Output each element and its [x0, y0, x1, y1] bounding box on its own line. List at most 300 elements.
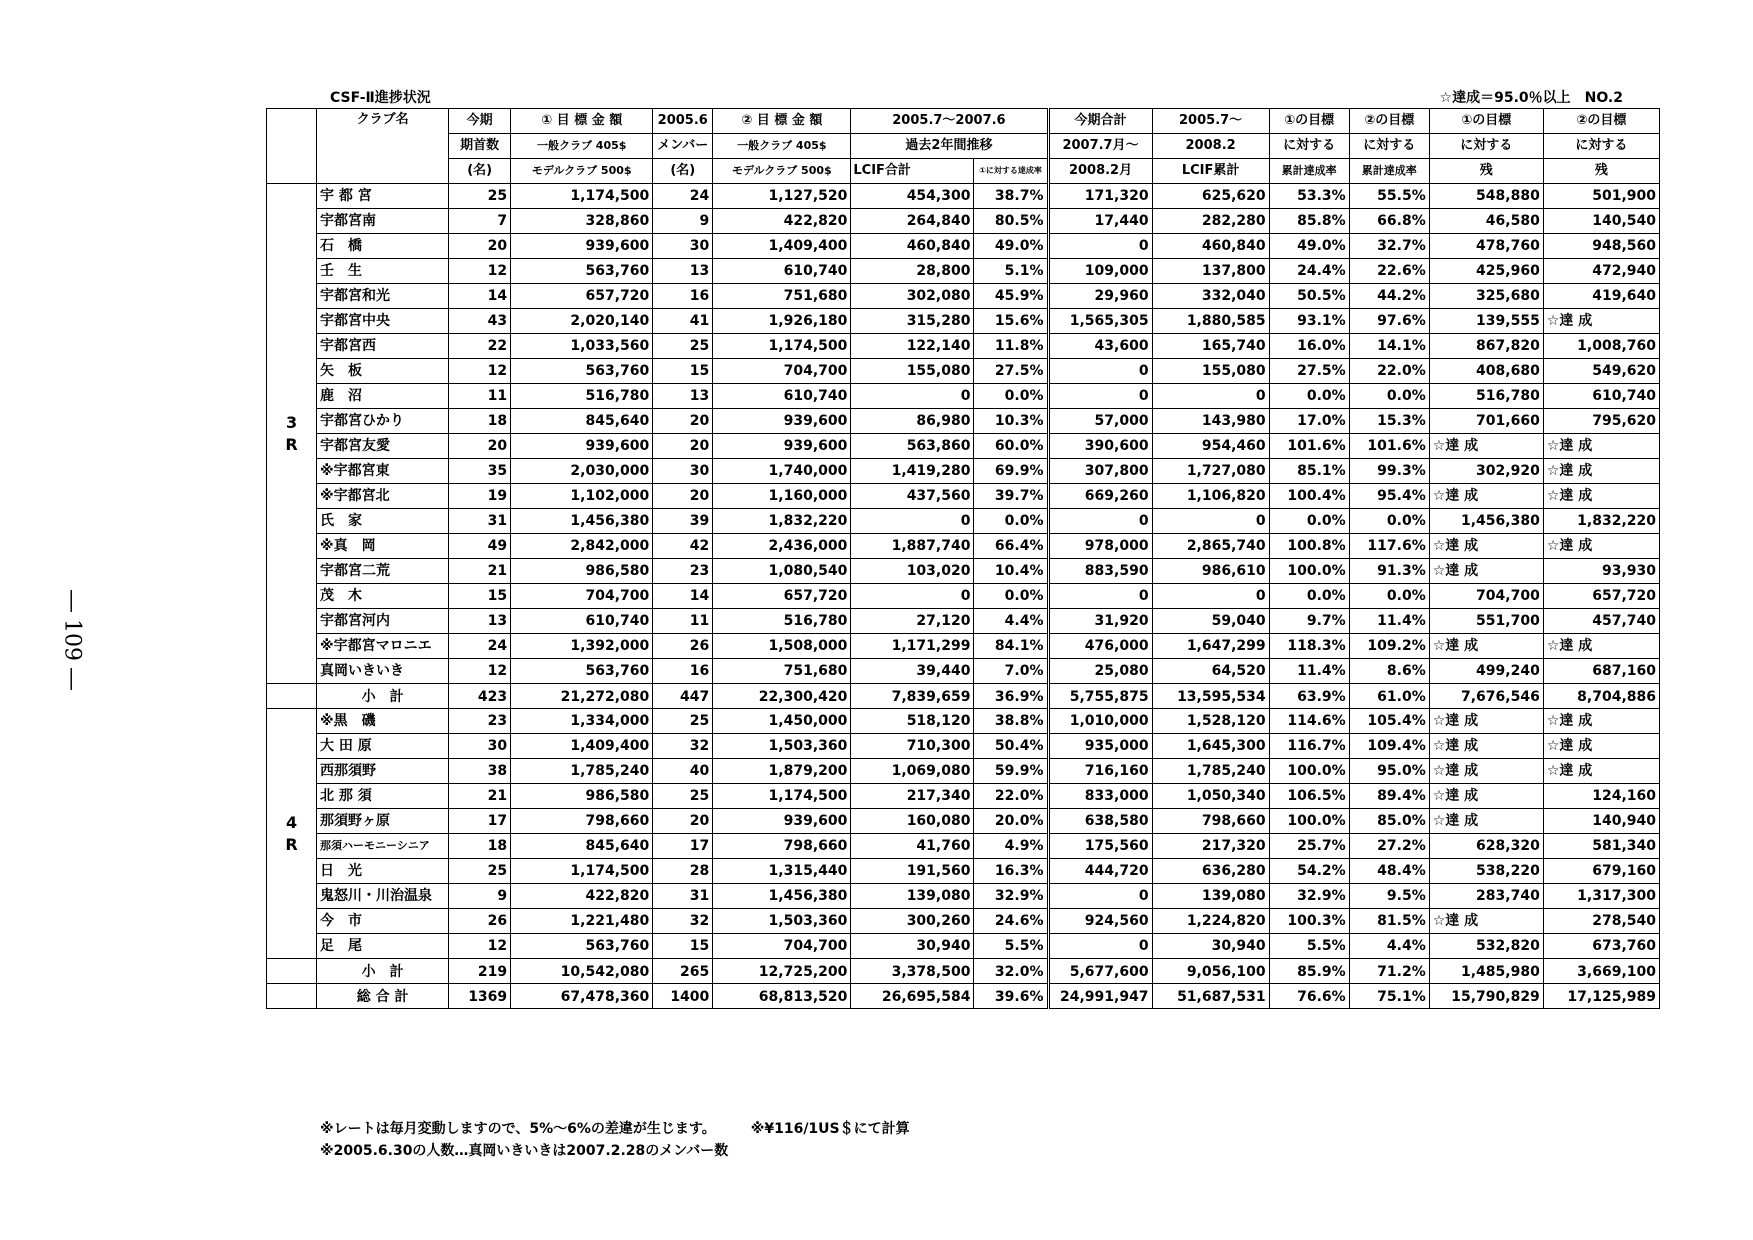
- subtotal-cell: 10,542,080: [511, 959, 653, 984]
- table-row: [267, 509, 1660, 534]
- data-cell: 1,174,500: [713, 334, 851, 359]
- data-cell: 657,720: [511, 284, 653, 309]
- data-cell: 26: [449, 909, 511, 934]
- data-cell: 101.6%: [1269, 434, 1349, 459]
- club-name: 宇都宮中央: [317, 309, 449, 334]
- data-cell: ☆達 成: [1429, 809, 1543, 834]
- data-cell: 1,010,000: [1048, 709, 1152, 734]
- data-cell: 5.5%: [974, 934, 1048, 959]
- data-cell: 50.4%: [974, 734, 1048, 759]
- data-cell: 4.4%: [974, 609, 1048, 634]
- data-cell: 59.9%: [974, 759, 1048, 784]
- data-cell: 32.7%: [1349, 234, 1429, 259]
- data-cell: 45.9%: [974, 284, 1048, 309]
- data-cell: 80.5%: [974, 209, 1048, 234]
- data-cell: 191,560: [851, 859, 974, 884]
- data-cell: 264,840: [851, 209, 974, 234]
- data-cell: 1,503,360: [713, 909, 851, 934]
- data-cell: 24: [449, 634, 511, 659]
- lcif-history-header: 過去2年間推移: [851, 134, 1048, 159]
- grand-total-cell: 75.1%: [1349, 984, 1429, 1009]
- data-cell: 444,720: [1048, 859, 1152, 884]
- subtotal-cell: 85.9%: [1269, 959, 1349, 984]
- data-cell: 1,456,380: [511, 509, 653, 534]
- data-cell: 1,106,820: [1152, 484, 1269, 509]
- region-blank: [267, 984, 317, 1009]
- data-cell: 16: [653, 284, 713, 309]
- data-cell: 139,080: [1152, 884, 1269, 909]
- data-cell: 22.6%: [1349, 259, 1429, 284]
- data-cell: 12: [449, 934, 511, 959]
- table-row: [267, 484, 1660, 509]
- data-cell: 7.0%: [974, 659, 1048, 684]
- data-cell: 139,080: [851, 884, 974, 909]
- data-cell: 60.0%: [974, 434, 1048, 459]
- data-cell: 122,140: [851, 334, 974, 359]
- data-cell: 140,540: [1543, 209, 1659, 234]
- subtotal-label: 小 計: [317, 959, 449, 984]
- data-cell: ☆達 成: [1429, 634, 1543, 659]
- data-cell: 948,560: [1543, 234, 1659, 259]
- data-cell: 31: [653, 884, 713, 909]
- data-cell: 81.5%: [1349, 909, 1429, 934]
- data-cell: 751,680: [713, 659, 851, 684]
- data-cell: 939,600: [511, 234, 653, 259]
- data-cell: 283,740: [1429, 884, 1543, 909]
- data-cell: 54.2%: [1269, 859, 1349, 884]
- table-row: [267, 759, 1660, 784]
- data-cell: 59,040: [1152, 609, 1269, 634]
- data-cell: 20: [653, 409, 713, 434]
- club-name: 宇都宮ひかり: [317, 409, 449, 434]
- data-cell: 48.4%: [1349, 859, 1429, 884]
- subtotal-cell: 219: [449, 959, 511, 984]
- data-cell: 30,940: [1152, 934, 1269, 959]
- club-name: 宇都宮西: [317, 334, 449, 359]
- data-cell: 716,160: [1048, 759, 1152, 784]
- data-cell: 0: [1048, 359, 1152, 384]
- club-name: 足 尾: [317, 934, 449, 959]
- club-name: 宇都宮友愛: [317, 434, 449, 459]
- data-cell: 41: [653, 309, 713, 334]
- grand-total-row: [267, 984, 1660, 1009]
- data-cell: 31: [449, 509, 511, 534]
- column-header: LCIF累計: [1152, 159, 1269, 184]
- subtotal-cell: 21,272,080: [511, 684, 653, 709]
- data-cell: 86,980: [851, 409, 974, 434]
- data-cell: 43,600: [1048, 334, 1152, 359]
- data-cell: 548,880: [1429, 184, 1543, 209]
- data-cell: 610,740: [713, 384, 851, 409]
- data-cell: 171,320: [1048, 184, 1152, 209]
- data-cell: 0: [1152, 584, 1269, 609]
- data-cell: 2,865,740: [1152, 534, 1269, 559]
- grand-total-cell: 1400: [653, 984, 713, 1009]
- data-cell: 12: [449, 659, 511, 684]
- data-cell: 625,620: [1152, 184, 1269, 209]
- data-cell: 325,680: [1429, 284, 1543, 309]
- data-cell: 332,040: [1152, 284, 1269, 309]
- data-cell: 13: [653, 384, 713, 409]
- data-cell: 0.0%: [1269, 509, 1349, 534]
- data-cell: 1,174,500: [511, 859, 653, 884]
- data-cell: 50.5%: [1269, 284, 1349, 309]
- table-row: [267, 559, 1660, 584]
- data-cell: 1,880,585: [1152, 309, 1269, 334]
- sheet-title: CSF-Ⅱ進捗状況: [330, 90, 431, 106]
- data-cell: 49: [449, 534, 511, 559]
- data-cell: 15: [653, 359, 713, 384]
- data-cell: 0: [851, 509, 974, 534]
- data-cell: 155,080: [1152, 359, 1269, 384]
- data-cell: 798,660: [511, 809, 653, 834]
- lcif-history-header: 2005.7～2007.6: [851, 109, 1048, 134]
- subtotal-cell: 3,669,100: [1543, 959, 1659, 984]
- data-cell: 38: [449, 759, 511, 784]
- data-cell: 390,600: [1048, 434, 1152, 459]
- data-cell: 49.0%: [974, 234, 1048, 259]
- data-cell: 0: [1152, 384, 1269, 409]
- data-cell: 939,600: [713, 434, 851, 459]
- data-cell: 278,540: [1543, 909, 1659, 934]
- data-cell: 103,020: [851, 559, 974, 584]
- data-cell: 4.4%: [1349, 934, 1429, 959]
- data-cell: 710,300: [851, 734, 974, 759]
- data-cell: 217,320: [1152, 834, 1269, 859]
- club-name: 日 光: [317, 859, 449, 884]
- data-cell: ☆達 成: [1543, 759, 1659, 784]
- data-cell: 53.3%: [1269, 184, 1349, 209]
- data-cell: 17: [449, 809, 511, 834]
- subtotal-cell: 12,725,200: [713, 959, 851, 984]
- table-header: [267, 109, 1660, 184]
- club-name: 氏 家: [317, 509, 449, 534]
- data-cell: 116.7%: [1269, 734, 1349, 759]
- data-cell: 0.0%: [1349, 384, 1429, 409]
- data-cell: 1,450,000: [713, 709, 851, 734]
- data-cell: 49.0%: [1269, 234, 1349, 259]
- data-cell: 16.3%: [974, 859, 1048, 884]
- club-name: 那須野ヶ原: [317, 809, 449, 834]
- data-cell: 13: [449, 609, 511, 634]
- subtotal-cell: 63.9%: [1269, 684, 1349, 709]
- table-row: [267, 859, 1660, 884]
- club-name: ※黒 磯: [317, 709, 449, 734]
- data-cell: 27.2%: [1349, 834, 1429, 859]
- data-cell: 30,940: [851, 934, 974, 959]
- data-cell: 100.4%: [1269, 484, 1349, 509]
- data-cell: 551,700: [1429, 609, 1543, 634]
- data-cell: 1,456,380: [1429, 509, 1543, 534]
- data-cell: 35: [449, 459, 511, 484]
- data-cell: 679,160: [1543, 859, 1659, 884]
- data-cell: ☆達 成: [1543, 734, 1659, 759]
- data-cell: ☆達 成: [1429, 734, 1543, 759]
- data-cell: ☆達 成: [1429, 559, 1543, 584]
- data-cell: 109.2%: [1349, 634, 1429, 659]
- data-cell: 57,000: [1048, 409, 1152, 434]
- column-header: ②の目標: [1543, 109, 1659, 134]
- data-cell: ☆達 成: [1429, 784, 1543, 809]
- data-cell: 1,174,500: [511, 184, 653, 209]
- data-cell: 30: [653, 234, 713, 259]
- data-cell: 100.0%: [1269, 809, 1349, 834]
- column-header: 累計達成率: [1269, 159, 1349, 184]
- data-cell: 610,740: [713, 259, 851, 284]
- grand-total-cell: 51,687,531: [1152, 984, 1269, 1009]
- data-cell: ☆達 成: [1429, 534, 1543, 559]
- table-row: [267, 934, 1660, 959]
- data-cell: 1,069,080: [851, 759, 974, 784]
- grand-total-cell: 1369: [449, 984, 511, 1009]
- data-cell: 408,680: [1429, 359, 1543, 384]
- data-cell: ☆達 成: [1543, 434, 1659, 459]
- data-cell: 638,580: [1048, 809, 1152, 834]
- data-cell: 99.3%: [1349, 459, 1429, 484]
- data-cell: 1,050,340: [1152, 784, 1269, 809]
- data-cell: 1,785,240: [511, 759, 653, 784]
- footnote-rate: ※レートは毎月変動しますので、5%～6%の差違が生じます。 ※¥116/1US＄にて計算: [320, 1121, 910, 1137]
- data-cell: 25: [653, 709, 713, 734]
- data-cell: 704,700: [511, 584, 653, 609]
- data-cell: 32: [653, 734, 713, 759]
- region-header: [267, 109, 317, 184]
- data-cell: 1,528,120: [1152, 709, 1269, 734]
- data-cell: 39,440: [851, 659, 974, 684]
- region-blank: [267, 684, 317, 709]
- column-header: に対する: [1269, 134, 1349, 159]
- region-label-text: R: [285, 834, 298, 854]
- data-cell: 17: [653, 834, 713, 859]
- data-cell: ☆達 成: [1429, 909, 1543, 934]
- data-cell: 24: [653, 184, 713, 209]
- data-cell: 165,740: [1152, 334, 1269, 359]
- table-row: [267, 359, 1660, 384]
- table-row: [267, 434, 1660, 459]
- club-name: 今 市: [317, 909, 449, 934]
- club-name: 宇都宮和光: [317, 284, 449, 309]
- column-header: に対する: [1543, 134, 1659, 159]
- data-cell: 1,033,560: [511, 334, 653, 359]
- data-cell: 20: [449, 234, 511, 259]
- table-row: [267, 834, 1660, 859]
- data-cell: 39.7%: [974, 484, 1048, 509]
- data-cell: 9.5%: [1349, 884, 1429, 909]
- data-cell: 845,640: [511, 409, 653, 434]
- club-name-header: クラブ名: [317, 109, 449, 184]
- data-cell: 516,780: [511, 384, 653, 409]
- subtotal-cell: 71.2%: [1349, 959, 1429, 984]
- data-cell: 1,419,280: [851, 459, 974, 484]
- data-cell: ☆達 成: [1429, 759, 1543, 784]
- data-cell: 1,785,240: [1152, 759, 1269, 784]
- data-cell: 0: [851, 584, 974, 609]
- data-cell: 25,080: [1048, 659, 1152, 684]
- data-cell: 704,700: [713, 934, 851, 959]
- data-cell: 939,600: [713, 809, 851, 834]
- data-cell: 532,820: [1429, 934, 1543, 959]
- subtotal-cell: 36.9%: [974, 684, 1048, 709]
- data-cell: 25: [449, 859, 511, 884]
- data-cell: 0: [1048, 884, 1152, 909]
- column-header: モデルクラブ 500$: [713, 159, 851, 184]
- data-cell: 39: [653, 509, 713, 534]
- table-row: [267, 184, 1660, 209]
- data-cell: 2,030,000: [511, 459, 653, 484]
- column-header: 今期合計: [1048, 109, 1152, 134]
- club-name: 壬 生: [317, 259, 449, 284]
- subtotal-label: 小 計: [317, 684, 449, 709]
- data-cell: 13: [653, 259, 713, 284]
- data-cell: 118.3%: [1269, 634, 1349, 659]
- data-cell: 97.6%: [1349, 309, 1429, 334]
- data-cell: 9.7%: [1269, 609, 1349, 634]
- data-cell: 1,224,820: [1152, 909, 1269, 934]
- subtotal-cell: 13,595,534: [1152, 684, 1269, 709]
- column-header: 期首数: [449, 134, 511, 159]
- data-cell: 28: [653, 859, 713, 884]
- club-name: ※宇都宮マロニエ: [317, 634, 449, 659]
- data-cell: 38.8%: [974, 709, 1048, 734]
- data-cell: 581,340: [1543, 834, 1659, 859]
- data-cell: 30: [449, 734, 511, 759]
- column-header: ①の目標: [1429, 109, 1543, 134]
- data-cell: 563,760: [511, 659, 653, 684]
- data-cell: 1,740,000: [713, 459, 851, 484]
- data-cell: 669,260: [1048, 484, 1152, 509]
- data-cell: 460,840: [1152, 234, 1269, 259]
- table-row: [267, 634, 1660, 659]
- header-row: [267, 134, 1660, 159]
- data-cell: 1,080,540: [713, 559, 851, 584]
- subtotal-cell: 22,300,420: [713, 684, 851, 709]
- data-cell: 476,000: [1048, 634, 1152, 659]
- column-header: 残: [1429, 159, 1543, 184]
- grand-total-cell: 39.6%: [974, 984, 1048, 1009]
- data-cell: 1,174,500: [713, 784, 851, 809]
- data-cell: 15: [449, 584, 511, 609]
- table-row: [267, 384, 1660, 409]
- data-cell: 29,960: [1048, 284, 1152, 309]
- column-header: 一般クラブ 405$: [511, 134, 653, 159]
- data-cell: 422,820: [511, 884, 653, 909]
- data-cell: 143,980: [1152, 409, 1269, 434]
- subtotal-cell: 9,056,100: [1152, 959, 1269, 984]
- data-cell: 798,660: [1152, 809, 1269, 834]
- data-cell: 100.0%: [1269, 759, 1349, 784]
- data-cell: 986,610: [1152, 559, 1269, 584]
- data-cell: 1,315,440: [713, 859, 851, 884]
- data-cell: 939,600: [511, 434, 653, 459]
- data-cell: 1,647,299: [1152, 634, 1269, 659]
- data-cell: 20: [653, 434, 713, 459]
- club-name: 宇都宮二荒: [317, 559, 449, 584]
- data-cell: 32.9%: [974, 884, 1048, 909]
- grand-total-cell: 15,790,829: [1429, 984, 1543, 1009]
- data-cell: ☆達 成: [1429, 434, 1543, 459]
- column-header: ② 目 標 金 額: [713, 109, 851, 134]
- data-cell: 22: [449, 334, 511, 359]
- data-cell: 22.0%: [1349, 359, 1429, 384]
- data-cell: 457,740: [1543, 609, 1659, 634]
- data-cell: 472,940: [1543, 259, 1659, 284]
- data-cell: 795,620: [1543, 409, 1659, 434]
- data-cell: 0.0%: [1269, 384, 1349, 409]
- table-row: [267, 909, 1660, 934]
- data-cell: 11: [449, 384, 511, 409]
- data-cell: 4.9%: [974, 834, 1048, 859]
- data-cell: 95.0%: [1349, 759, 1429, 784]
- data-cell: 85.8%: [1269, 209, 1349, 234]
- data-cell: 69.9%: [974, 459, 1048, 484]
- data-cell: 0.0%: [1349, 584, 1429, 609]
- data-cell: 18: [449, 409, 511, 434]
- data-cell: 563,860: [851, 434, 974, 459]
- data-cell: 109,000: [1048, 259, 1152, 284]
- club-name: 北 那 須: [317, 784, 449, 809]
- data-cell: 0.0%: [1349, 509, 1429, 534]
- data-cell: 307,800: [1048, 459, 1152, 484]
- column-header: 2008.2月: [1048, 159, 1152, 184]
- data-cell: 9: [449, 884, 511, 909]
- data-cell: 8.6%: [1349, 659, 1429, 684]
- data-cell: 26: [653, 634, 713, 659]
- lcif-history-header: ①に対する達成率: [974, 159, 1048, 184]
- column-header: (名): [449, 159, 511, 184]
- grand-total-cell: 67,478,360: [511, 984, 653, 1009]
- data-cell: 657,720: [713, 584, 851, 609]
- data-cell: 460,840: [851, 234, 974, 259]
- club-name: 茂 木: [317, 584, 449, 609]
- footnote-members: ※2005.6.30の人数…真岡いきいきは2007.2.28のメンバー数: [320, 1143, 729, 1159]
- data-cell: 217,340: [851, 784, 974, 809]
- data-cell: 883,590: [1048, 559, 1152, 584]
- data-cell: 85.0%: [1349, 809, 1429, 834]
- data-cell: 1,456,380: [713, 884, 851, 909]
- data-cell: 1,392,000: [511, 634, 653, 659]
- table-row: [267, 734, 1660, 759]
- data-cell: 1,008,760: [1543, 334, 1659, 359]
- club-name: 真岡いきいき: [317, 659, 449, 684]
- grand-total-cell: 76.6%: [1269, 984, 1349, 1009]
- data-cell: 924,560: [1048, 909, 1152, 934]
- subtotal-cell: 447: [653, 684, 713, 709]
- data-cell: 23: [653, 559, 713, 584]
- data-cell: 833,000: [1048, 784, 1152, 809]
- data-cell: 140,940: [1543, 809, 1659, 834]
- subtotal-row: [267, 959, 1660, 984]
- data-cell: 101.6%: [1349, 434, 1429, 459]
- data-cell: 704,700: [713, 359, 851, 384]
- data-cell: 28,800: [851, 259, 974, 284]
- table-row: [267, 659, 1660, 684]
- data-cell: ☆達 成: [1429, 709, 1543, 734]
- data-cell: 751,680: [713, 284, 851, 309]
- data-cell: 137,800: [1152, 259, 1269, 284]
- table-row: [267, 609, 1660, 634]
- data-cell: 516,780: [1429, 384, 1543, 409]
- data-cell: 25: [449, 184, 511, 209]
- grand-total-cell: 68,813,520: [713, 984, 851, 1009]
- data-cell: 32.9%: [1269, 884, 1349, 909]
- column-header: 2008.2: [1152, 134, 1269, 159]
- data-cell: 46,580: [1429, 209, 1543, 234]
- data-cell: 11.8%: [974, 334, 1048, 359]
- column-header: に対する: [1429, 134, 1543, 159]
- table-row: [267, 334, 1660, 359]
- table-row: [267, 459, 1660, 484]
- data-cell: 27.5%: [974, 359, 1048, 384]
